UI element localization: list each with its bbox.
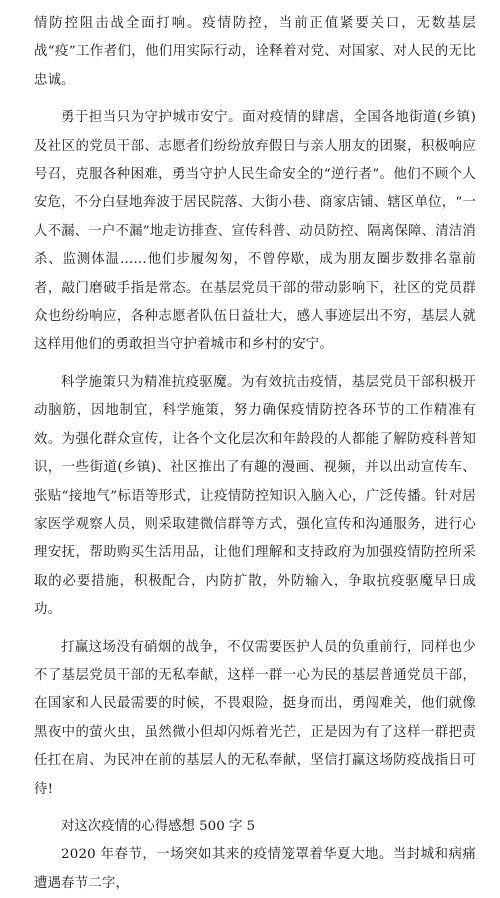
paragraph-gap (34, 360, 476, 369)
paragraph-3: 科学施策只为精准抗疫驱魔。为有效抗击疫情，基层党员干部积极开动脑筋，因地制宜，科学施策，努力确保疫情防控各环节的工作精准有效。为强化群众宣传，让各个文化层次和年龄段的人都能了解防疫科普知识，一些街道(乡镇)、社区推出了有趣的漫画、视频，并以出动宣传车、张贴“接地气”标语等形式，让疫情防控知识入脑入心，广泛传播。针对居家医学观察人员，则采取建微信群等方式，强化宣传和沟通服务，进行心理安抚，帮助购买生活用品，让他们理解和支持政府为加强疫情防控所采取的必要措施，积极配合，内防扩散，外防输入，争取抗疫驱魔早日成功。 (34, 374, 476, 618)
paragraph-gap (34, 95, 476, 104)
paragraph-gap (34, 625, 476, 634)
document-page (34, 10, 476, 898)
paragraph-2: 勇于担当只为守护城市安宁。面对疫情的肆虐，全国各地街道(乡镇)及社区的党员干部、志愿者们纷纷放弃假日与亲人朋友的团聚，积极响应号召，克服各种困难，勇当守护人民生命安全的“逆行者”。他们不顾个人安危，不分白昼地奔波于居民院落、大街小巷、商家店铺、辖区单位，“一人不漏、一户不漏”地走访排查、宣传科普、动员防控、隔离保障、清洁消杀、监测体温……他们步履匆匆，不曾停歇，成为朋友圈步数排名靠前者，敲门磨破手指是常态。在基层党员干部的带动影响下，社区的党员群众也纷纷响应，各种志愿者队伍日益壮大，感人事迹层出不穷，基层人就这样用他们的勇敢担当守护着城市和乡村的安宁。 (34, 110, 476, 353)
paragraph-1: 情防控阻击战全面打响。疫情防控，当前正值紧要关口，无数基层战“疫”工作者们，他们用实际行动，诠释着对党、对国家、对人民的无比忠诚。 (34, 16, 476, 88)
closing-paragraph: 2020 年春节，一场突如其来的疫情笼罩着华夏大地。当封城和病痛遭遇春节二字， (34, 847, 476, 891)
paragraph-4: 打赢这场没有硝烟的战争，不仅需要医护人员的负重前行，同样也少不了基层党员干部的无私奉献，这样一群一心为民的基层普通党员干部，在国家和人民最需要的时候，不畏艰险，挺身而出，勇闯难关，他们就像黑夜中的萤火虫，虽然微小但却闪烁着光芒，正是因为有了这样一群把责任扛在肩、为民冲在前的基层人的无私奉献，坚信打赢这场防疫战指日可待! (34, 639, 476, 797)
paragraph-gap (34, 804, 476, 813)
section-title: 对这次疫情的心得感想 500 字 5 (61, 818, 256, 834)
